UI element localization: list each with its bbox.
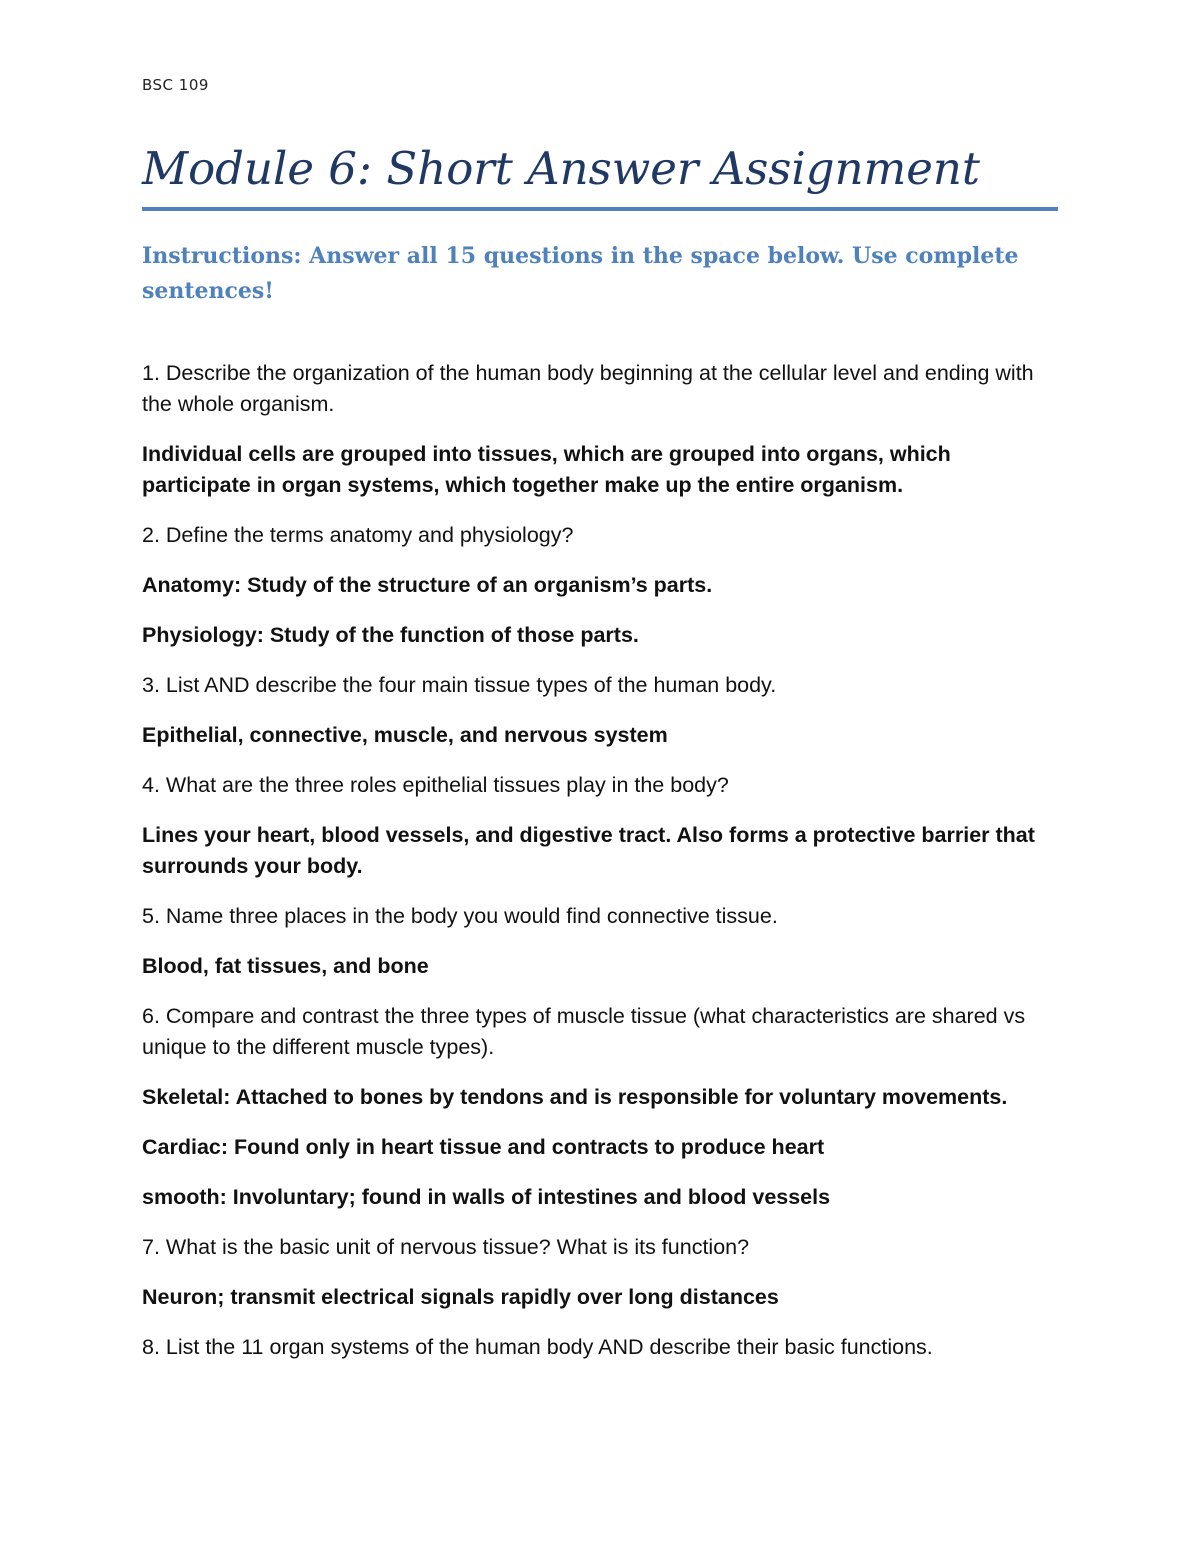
answer-text: Individual cells are grouped into tissues, which are grouped into organs, which participate in organ systems, which together make up the entire organism.: [142, 442, 951, 497]
answer-text: smooth: Involuntary; found in walls of intestines and blood vessels: [142, 1185, 831, 1209]
course-code-header: BSC 109: [142, 76, 209, 94]
answer-text: Neuron; transmit electrical signals rapidly over long distances: [142, 1285, 779, 1309]
question-answer-list: [142, 358, 1042, 1382]
question-text: 7. What is the basic unit of nervous tissue? What is its function?: [142, 1235, 750, 1259]
question-text: 5. Name three places in the body you would find connective tissue.: [142, 904, 778, 928]
question-text: 6. Compare and contrast the three types of muscle tissue (what characteristics are shared vs unique to the different muscle types).: [142, 1004, 1026, 1059]
answer-text: Lines your heart, blood vessels, and digestive tract. Also forms a protective barrier that surrounds your body.: [142, 823, 1035, 878]
title-underline-divider: [142, 207, 1058, 211]
answer-text: Anatomy: Study of the structure of an organism’s parts.: [142, 573, 713, 597]
question-text: 1. Describe the organization of the human body beginning at the cellular level and ending with the whole organism.: [142, 361, 1034, 416]
question-text: 8. List the 11 organ systems of the human body AND describe their basic functions.: [142, 1335, 933, 1359]
question-text: 2. Define the terms anatomy and physiology?: [142, 523, 574, 547]
answer-text: Skeletal: Attached to bones by tendons and is responsible for voluntary movements.: [142, 1085, 1008, 1109]
answer-text: Epithelial, connective, muscle, and nervous system: [142, 723, 668, 747]
answer-text: Cardiac: Found only in heart tissue and contracts to produce heart: [142, 1135, 825, 1159]
instructions-text: Instructions: Answer all 15 questions in the space below. Use complete sentences!: [142, 243, 1019, 304]
answer-text: Blood, fat tissues, and bone: [142, 954, 429, 978]
question-text: 3. List AND describe the four main tissue types of the human body.: [142, 673, 777, 697]
document-title: Module 6: Short Answer Assignment: [142, 142, 980, 195]
question-text: 4. What are the three roles epithelial tissues play in the body?: [142, 773, 729, 797]
answer-text: Physiology: Study of the function of those parts.: [142, 623, 639, 647]
